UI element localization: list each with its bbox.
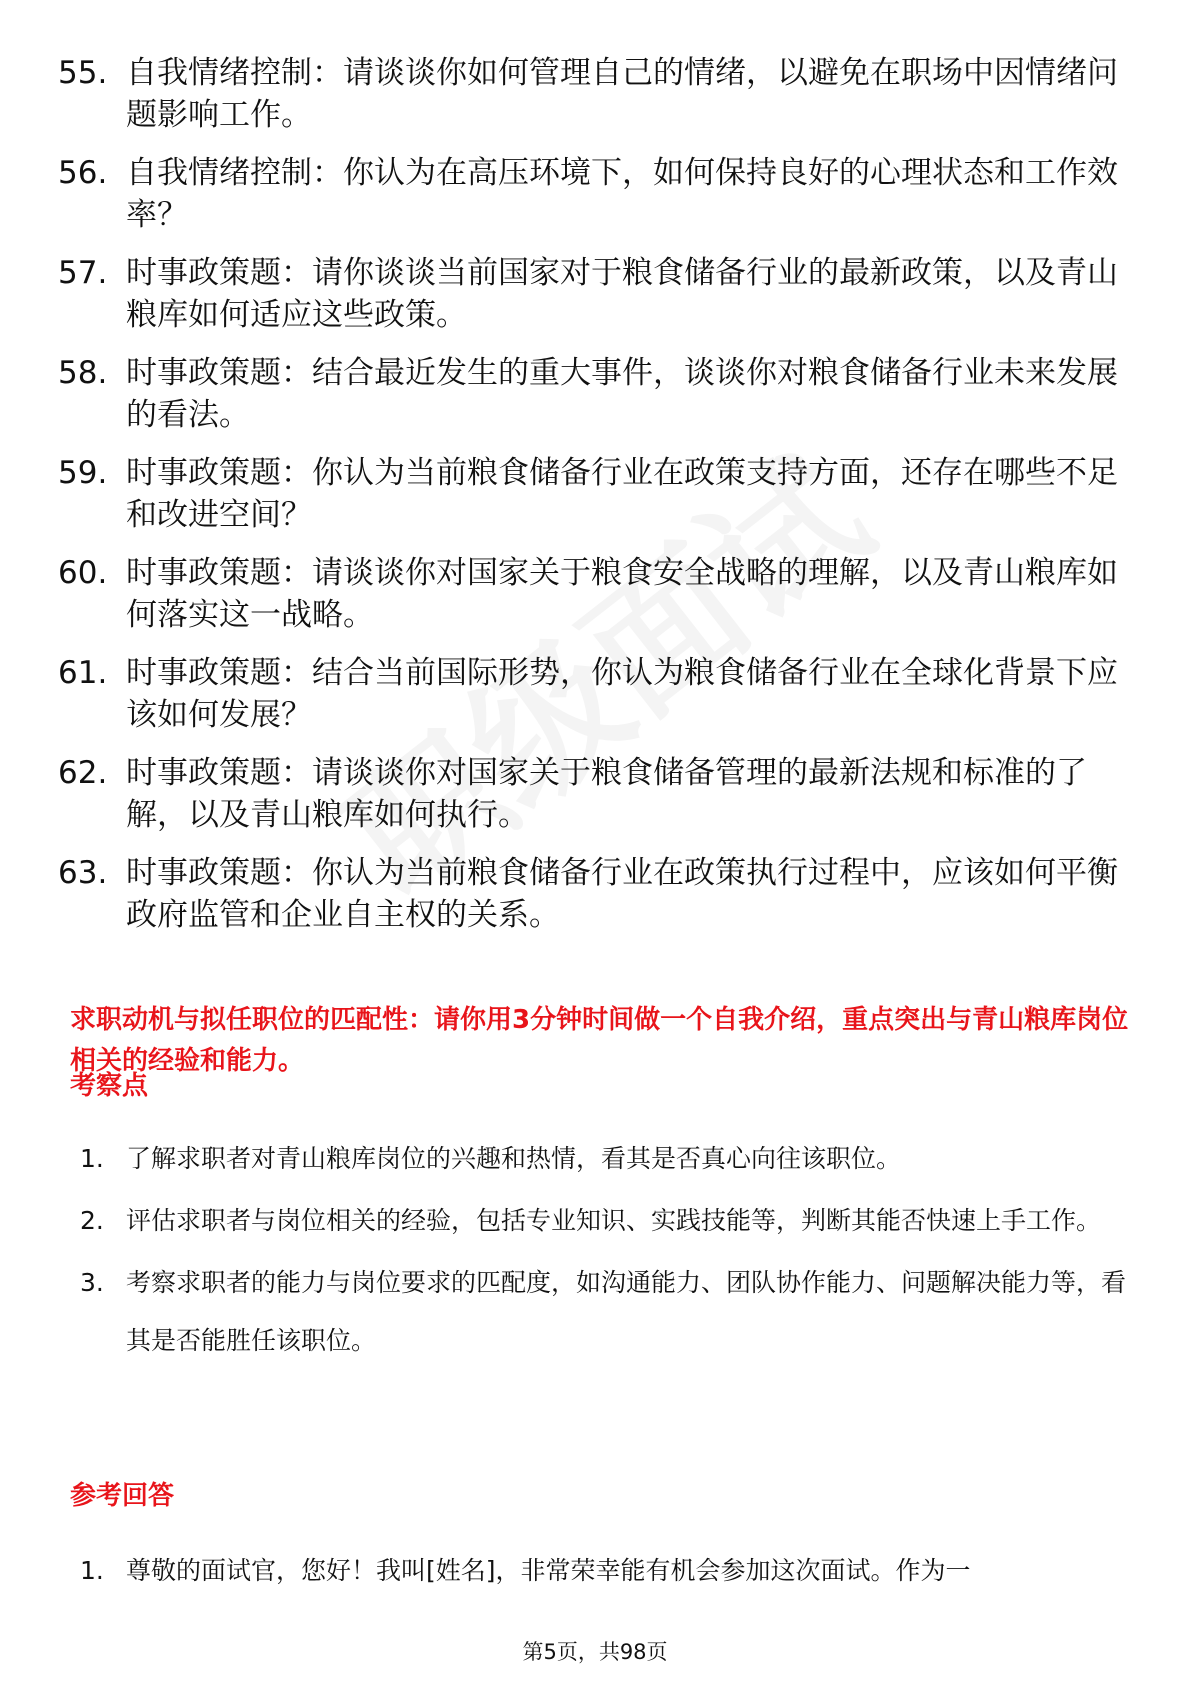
- question-item: [58, 752, 1138, 836]
- question-item: [58, 452, 1138, 536]
- question-text: 时事政策题：你认为当前粮食储备行业在政策执行过程中，应该如何平衡政府监管和企业自主权的关系。: [126, 855, 1118, 933]
- question-text: 自我情绪控制：请谈谈你如何管理自己的情绪，以避免在职场中因情绪问题影响工作。: [126, 55, 1118, 133]
- question-text: 时事政策题：结合当前国际形势，你认为粮食储备行业在全球化背景下应该如何发展？: [126, 655, 1118, 733]
- reference-list: [80, 1542, 1130, 1604]
- question-number: 63.: [58, 855, 108, 891]
- reference-text: 尊敬的面试官，您好！我叫[姓名]，非常荣幸能有机会参加这次面试。作为一: [126, 1556, 971, 1585]
- assessment-title: 考察点: [70, 1071, 149, 1101]
- question-text: 时事政策题：请你谈谈当前国家对于粮食储备行业的最新政策，以及青山粮库如何适应这些政策。: [126, 255, 1118, 333]
- question-text: 时事政策题：你认为当前粮食储备行业在政策支持方面，还存在哪些不足和改进空间？: [126, 455, 1118, 533]
- assessment-number: 1.: [80, 1144, 104, 1173]
- question-number: 56.: [58, 155, 108, 191]
- question-number: 57.: [58, 255, 108, 291]
- question-text: 自我情绪控制：你认为在高压环境下，如何保持良好的心理状态和工作效率？: [126, 155, 1118, 233]
- question-item: [58, 852, 1138, 936]
- question-number: 60.: [58, 555, 108, 591]
- assessment-text: 考察求职者的能力与岗位要求的匹配度，如沟通能力、团队协作能力、问题解决能力等，看其是否能胜任该职位。: [126, 1268, 1127, 1355]
- question-item: [58, 352, 1138, 436]
- assessment-number: 2.: [80, 1206, 104, 1235]
- question-item: [58, 152, 1138, 236]
- page-footer: 第5页，共98页: [522, 1640, 668, 1664]
- question-item: [58, 652, 1138, 736]
- question-item: [58, 52, 1138, 136]
- question-text: 时事政策题：请谈谈你对国家关于粮食储备管理的最新法规和标准的了解，以及青山粮库如何执行。: [126, 755, 1087, 833]
- assessment-item: [80, 1192, 1130, 1250]
- reference-number: 1.: [80, 1556, 104, 1585]
- question-number: 59.: [58, 455, 108, 491]
- reference-item: [80, 1542, 1130, 1600]
- highlighted-question: 求职动机与拟任职位的匹配性：请你用3分钟时间做一个自我介绍，重点突出与青山粮库岗位相关的经验和能力。: [70, 1005, 1129, 1076]
- reference-title: 参考回答: [70, 1481, 175, 1511]
- question-number: 58.: [58, 355, 108, 391]
- question-number: 55.: [58, 55, 108, 91]
- question-item: [58, 552, 1138, 636]
- question-item: [58, 252, 1138, 336]
- question-number: 61.: [58, 655, 108, 691]
- question-text: 时事政策题：请谈谈你对国家关于粮食安全战略的理解，以及青山粮库如何落实这一战略。: [126, 555, 1118, 633]
- assessment-text: 评估求职者与岗位相关的经验，包括专业知识、实践技能等，判断其能否快速上手工作。: [126, 1206, 1102, 1235]
- assessment-list: [80, 1130, 1130, 1374]
- assessment-number: 3.: [80, 1268, 104, 1297]
- assessment-item: [80, 1254, 1130, 1370]
- question-list: [58, 52, 1138, 952]
- question-text: 时事政策题：结合最近发生的重大事件，谈谈你对粮食储备行业未来发展的看法。: [126, 355, 1118, 433]
- question-number: 62.: [58, 755, 108, 791]
- assessment-text: 了解求职者对青山粮库岗位的兴趣和热情，看其是否真心向往该职位。: [126, 1144, 902, 1173]
- assessment-item: [80, 1130, 1130, 1188]
